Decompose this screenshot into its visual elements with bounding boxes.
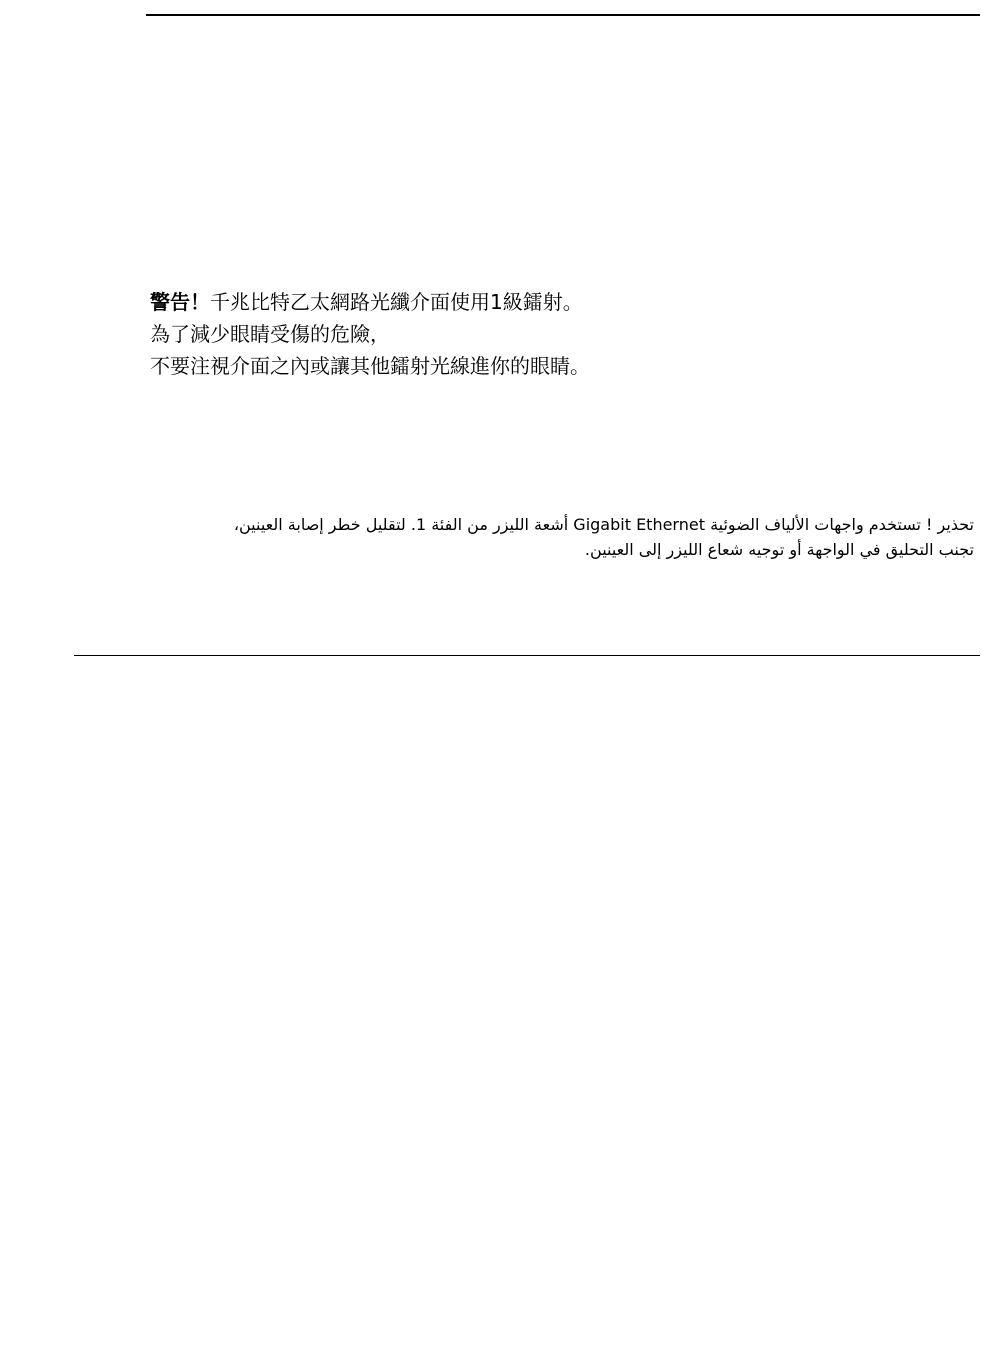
arabic-warning-line-2: تجنب التحليق في الواجهة أو توجيه شعاع الليزر إلى العينين. xyxy=(584,540,974,559)
chinese-warning-label: 警告！ xyxy=(150,290,210,314)
arabic-warning-line-1: تحذير ! تستخدم واجهات الألياف الضوئية Gigabit Ethernet أشعة الليزر من الفئة 1. لتقليل خطر إصابة العينين، xyxy=(233,515,974,534)
bottom-divider xyxy=(74,655,980,656)
arabic-laser-warning xyxy=(146,512,974,562)
chinese-warning-line-1-text: 千兆比特乙太網路光纖介面使用1級鐳射。 xyxy=(210,290,583,314)
chinese-warning-line-1 xyxy=(150,286,850,318)
top-divider xyxy=(146,14,980,16)
chinese-warning-line-3: 不要注視介面之內或讓其他鐳射光線進你的眼睛。 xyxy=(150,354,590,378)
chinese-laser-warning xyxy=(150,286,850,382)
chinese-warning-line-2: 為了減少眼睛受傷的危險， xyxy=(150,322,390,346)
